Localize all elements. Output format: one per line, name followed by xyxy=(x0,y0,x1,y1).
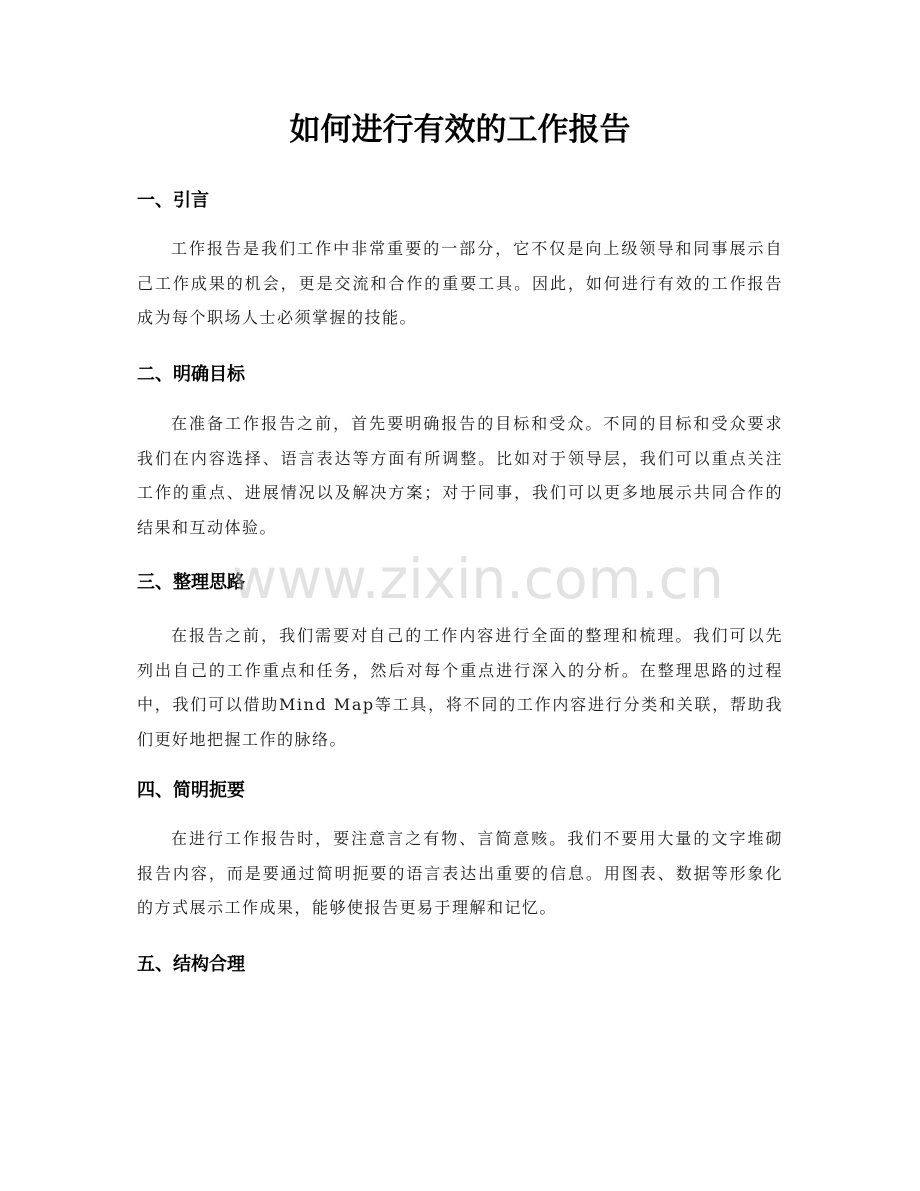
document-title: 如何进行有效的工作报告 xyxy=(289,112,631,148)
section-paragraph-organize-thoughts: 在报告之前，我们需要对自己的工作内容进行全面的整理和梳理。我们可以先列出自己的工作重点和任务，然后对每个重点进行深入的分析。在整理思路的过程中，我们可以借助Mind Map等工具，将不同的工作内容进行分类和关联，帮助我们更好地把握工作的脉络。 xyxy=(137,626,783,749)
section-heading-organize-thoughts: 三、整理思路 xyxy=(137,572,245,593)
section-heading-concise: 四、简明扼要 xyxy=(137,780,245,801)
section-paragraph-introduction: 工作报告是我们工作中非常重要的一部分，它不仅是向上级领导和同事展示自己工作成果的机会，更是交流和合作的重要工具。因此，如何进行有效的工作报告成为每个职场人士必须掌握的技能。 xyxy=(137,239,783,327)
section-paragraph-concise: 在进行工作报告时，要注意言之有物、言简意赅。我们不要用大量的文字堆砌报告内容，而是要通过简明扼要的语言表达出重要的信息。用图表、数据等形象化的方式展示工作成果，能够使报告更易于理解和记忆。 xyxy=(137,829,783,917)
watermark: www.zixin.com.cn xyxy=(232,547,724,611)
section-heading-clear-goals: 二、明确目标 xyxy=(137,364,245,385)
section-heading-introduction: 一、引言 xyxy=(137,190,209,211)
section-paragraph-clear-goals: 在准备工作报告之前，首先要明确报告的目标和受众。不同的目标和受众要求我们在内容选择、语言表达等方面有所调整。比如对于领导层，我们可以重点关注工作的重点、进展情况以及解决方案；对于同事，我们可以更多地展示共同合作的结果和互动体验。 xyxy=(137,414,783,537)
section-heading-structure: 五、结构合理 xyxy=(137,954,245,975)
